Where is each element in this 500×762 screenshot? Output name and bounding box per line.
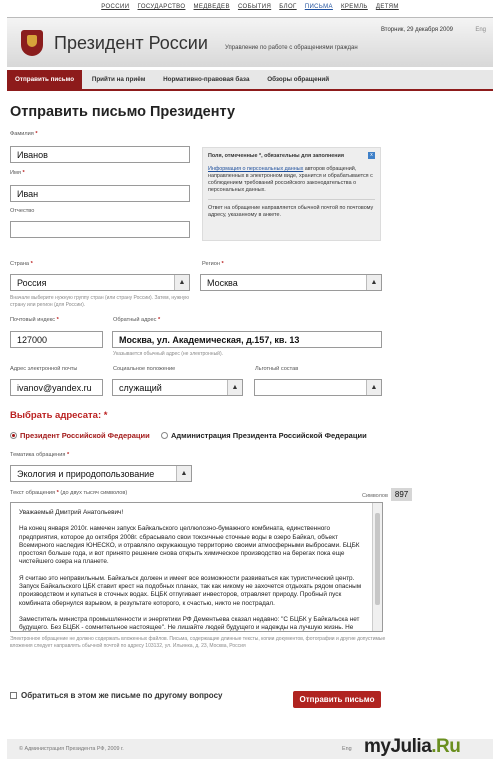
site-tagline: Управление по работе с обращениями граждан — [225, 45, 358, 51]
message-paragraph: Заместитель министра промышленности и энергетики РФ Дементьева сказал недавно: "С БЦБК у Байкальска нет будущего. Без БЦБК - сомнительное настоящее". Не лишайте людей будущего и надежды на лучшую жизнь. Не — [19, 615, 360, 632]
textarea-scrollbar[interactable] — [372, 503, 382, 631]
topnav-link-medvedev[interactable]: МЕДВЕДЕВ — [193, 4, 230, 10]
patronymic-field[interactable] — [10, 221, 190, 238]
name-label: Имя * — [10, 170, 25, 176]
another-question-checkbox[interactable]: Обратиться в этом же письме по другому вопросу — [10, 691, 222, 700]
address-field[interactable]: Москва, ул. Академическая, д.157, кв. 13 — [112, 331, 382, 348]
tab-reception[interactable]: Прийти на приём — [91, 76, 146, 83]
checkbox-icon — [10, 692, 17, 699]
current-date: Вторник, 29 декабря 2009 — [380, 27, 453, 33]
social-label: Социальное положение — [113, 366, 176, 372]
benefit-select[interactable] — [254, 379, 382, 396]
chevron-down-icon: ▲ — [174, 275, 189, 290]
tab-reviews[interactable]: Обзоры обращений — [267, 76, 330, 83]
address-label: Обратный адрес * — [113, 317, 161, 323]
char-count-value: 897 — [391, 488, 412, 501]
topic-label: Тематика обращения * — [10, 452, 70, 458]
topic-select[interactable]: Экология и природопользование ▲ — [10, 465, 192, 482]
address-hint: Указывается обычный адрес (не электронный). — [113, 351, 224, 357]
watermark-logo: myJulia.Ru — [364, 736, 461, 757]
region-label: Регион * — [202, 261, 224, 267]
name-field[interactable]: Иван — [10, 185, 190, 202]
topnav-link-letters[interactable]: ПИСЬМА — [304, 4, 333, 10]
submit-button[interactable]: Отправить письмо — [293, 691, 381, 708]
char-counter: Символов 897 — [362, 488, 412, 501]
chevron-down-icon: ▲ — [366, 380, 381, 395]
radio-administration[interactable]: Администрация Президента Российской Федерации — [161, 431, 367, 440]
coat-of-arms-icon — [21, 30, 43, 56]
info-box-text: авторов обращений, направленных в электронном виде, хранится и обрабатывается с соблюдением требований российского законодательства о персональных данных. — [208, 166, 373, 193]
chevron-down-icon: ▲ — [176, 466, 191, 481]
patronymic-label: Отчество — [10, 208, 35, 214]
message-paragraph: Уважаемый Дмитрий Анатольевич! — [19, 509, 124, 516]
top-navigation — [0, 0, 500, 16]
site-header — [7, 17, 493, 67]
info-close-icon[interactable]: x — [368, 152, 375, 159]
surname-field[interactable]: Иванов — [10, 146, 190, 163]
social-select[interactable]: служащий ▲ — [112, 379, 243, 396]
info-box — [202, 147, 381, 241]
benefit-label: Льготный состав — [255, 366, 299, 372]
radio-empty-icon — [161, 432, 168, 439]
tab-send-letter[interactable]: Отправить письмо — [7, 70, 82, 89]
email-label: Адрес электронной почты — [10, 366, 78, 372]
country-hint: Вначале выберите нужную группу стран (или страну России). Затем, нужную страну или регион (для России). — [10, 295, 190, 308]
copyright: © Администрация Президента РФ, 2009 г. — [19, 746, 124, 752]
surname-label: Фамилия * — [10, 131, 38, 137]
country-select[interactable]: Россия ▲ — [10, 274, 190, 291]
message-paragraph: Я считаю это неправильным. Байкальск должен и имеет все возможности развиваться как туристический центр. Запуск Байкальского ЦБК ставит крест на подобных планах, так как никому не захочется отдыхать рядом опасным производством и купаться в сточных водах. БЦБК отпугивает инвесторов, отравляет природу. Пробный пуск комбината обернулся взрывом, в результате которого, к счастью, никто не пострадал. — [19, 574, 362, 607]
zip-label: Почтовый индекс * — [10, 317, 59, 323]
message-label: Текст обращения * (до двух тысяч символов) — [10, 490, 128, 496]
chevron-down-icon: ▲ — [366, 275, 381, 290]
email-field[interactable]: ivanov@yandex.ru — [10, 379, 103, 396]
section-tabs — [7, 70, 493, 91]
topnav-link-kids[interactable]: ДЕТЯМ — [375, 4, 399, 10]
topnav-link-russia[interactable]: РОССИИ — [101, 4, 130, 10]
personal-data-link[interactable]: Информация о персональных данных — [208, 166, 304, 172]
addressee-heading: Выбрать адресата: * — [10, 410, 108, 421]
radio-selected-icon — [10, 432, 17, 439]
topnav-link-blog[interactable]: БЛОГ — [279, 4, 297, 10]
country-label: Страна * — [10, 261, 33, 267]
topnav-link-kremlin[interactable]: КРЕМЛЬ — [341, 4, 368, 10]
region-select[interactable]: Москва ▲ — [200, 274, 382, 291]
topnav-link-events[interactable]: СОБЫТИЯ — [237, 4, 272, 10]
chevron-down-icon: ▲ — [227, 380, 242, 395]
topnav-link-state[interactable]: ГОСУДАРСТВО — [137, 4, 186, 10]
message-textarea[interactable] — [10, 502, 383, 632]
info-box-title: Поля, отмеченные *, обязательны для заполнения — [208, 153, 345, 159]
attachment-note: Электронное обращение не должно содержать вложенных файлов. Письма, содержащие длинные тексты, копии документов, фотографии и другие допустимые вложения следует направлять обычной почтой по адресу 103132, ул. Ильинка, д. 23, Москва, Россия — [10, 636, 386, 649]
page-title: Отправить письмо Президенту — [10, 104, 236, 120]
footer-language-link[interactable]: Eng — [342, 746, 352, 752]
info-box-note: Ответ на обращение направляется обычной почтой по почтовому адресу, указанному в анкете. — [208, 205, 374, 218]
tab-legal-base[interactable]: Нормативно-правовая база — [163, 76, 250, 83]
message-paragraph: На конец января 2010г. намечен запуск Байкальского целлюлозно-бумажного комбината, единственного предприятия, которое до октября 2008г. сбрасывало свои токсичные сточные воды в озеро Байкал, объект Всемирного наследия ЮНЕСКО, и отравляло окружающую территорию своими атмосферными выбросами. БЦБК простоял больше года, и вот принято решение снова открыть химическое производство на берегах пока еще чистейшего озера на планете. — [19, 525, 360, 566]
site-title[interactable]: Президент России — [54, 33, 208, 53]
radio-president[interactable]: Президент Российской Федерации — [10, 431, 150, 440]
zip-field[interactable]: 127000 — [10, 331, 103, 348]
language-switch[interactable]: Eng — [475, 27, 486, 33]
